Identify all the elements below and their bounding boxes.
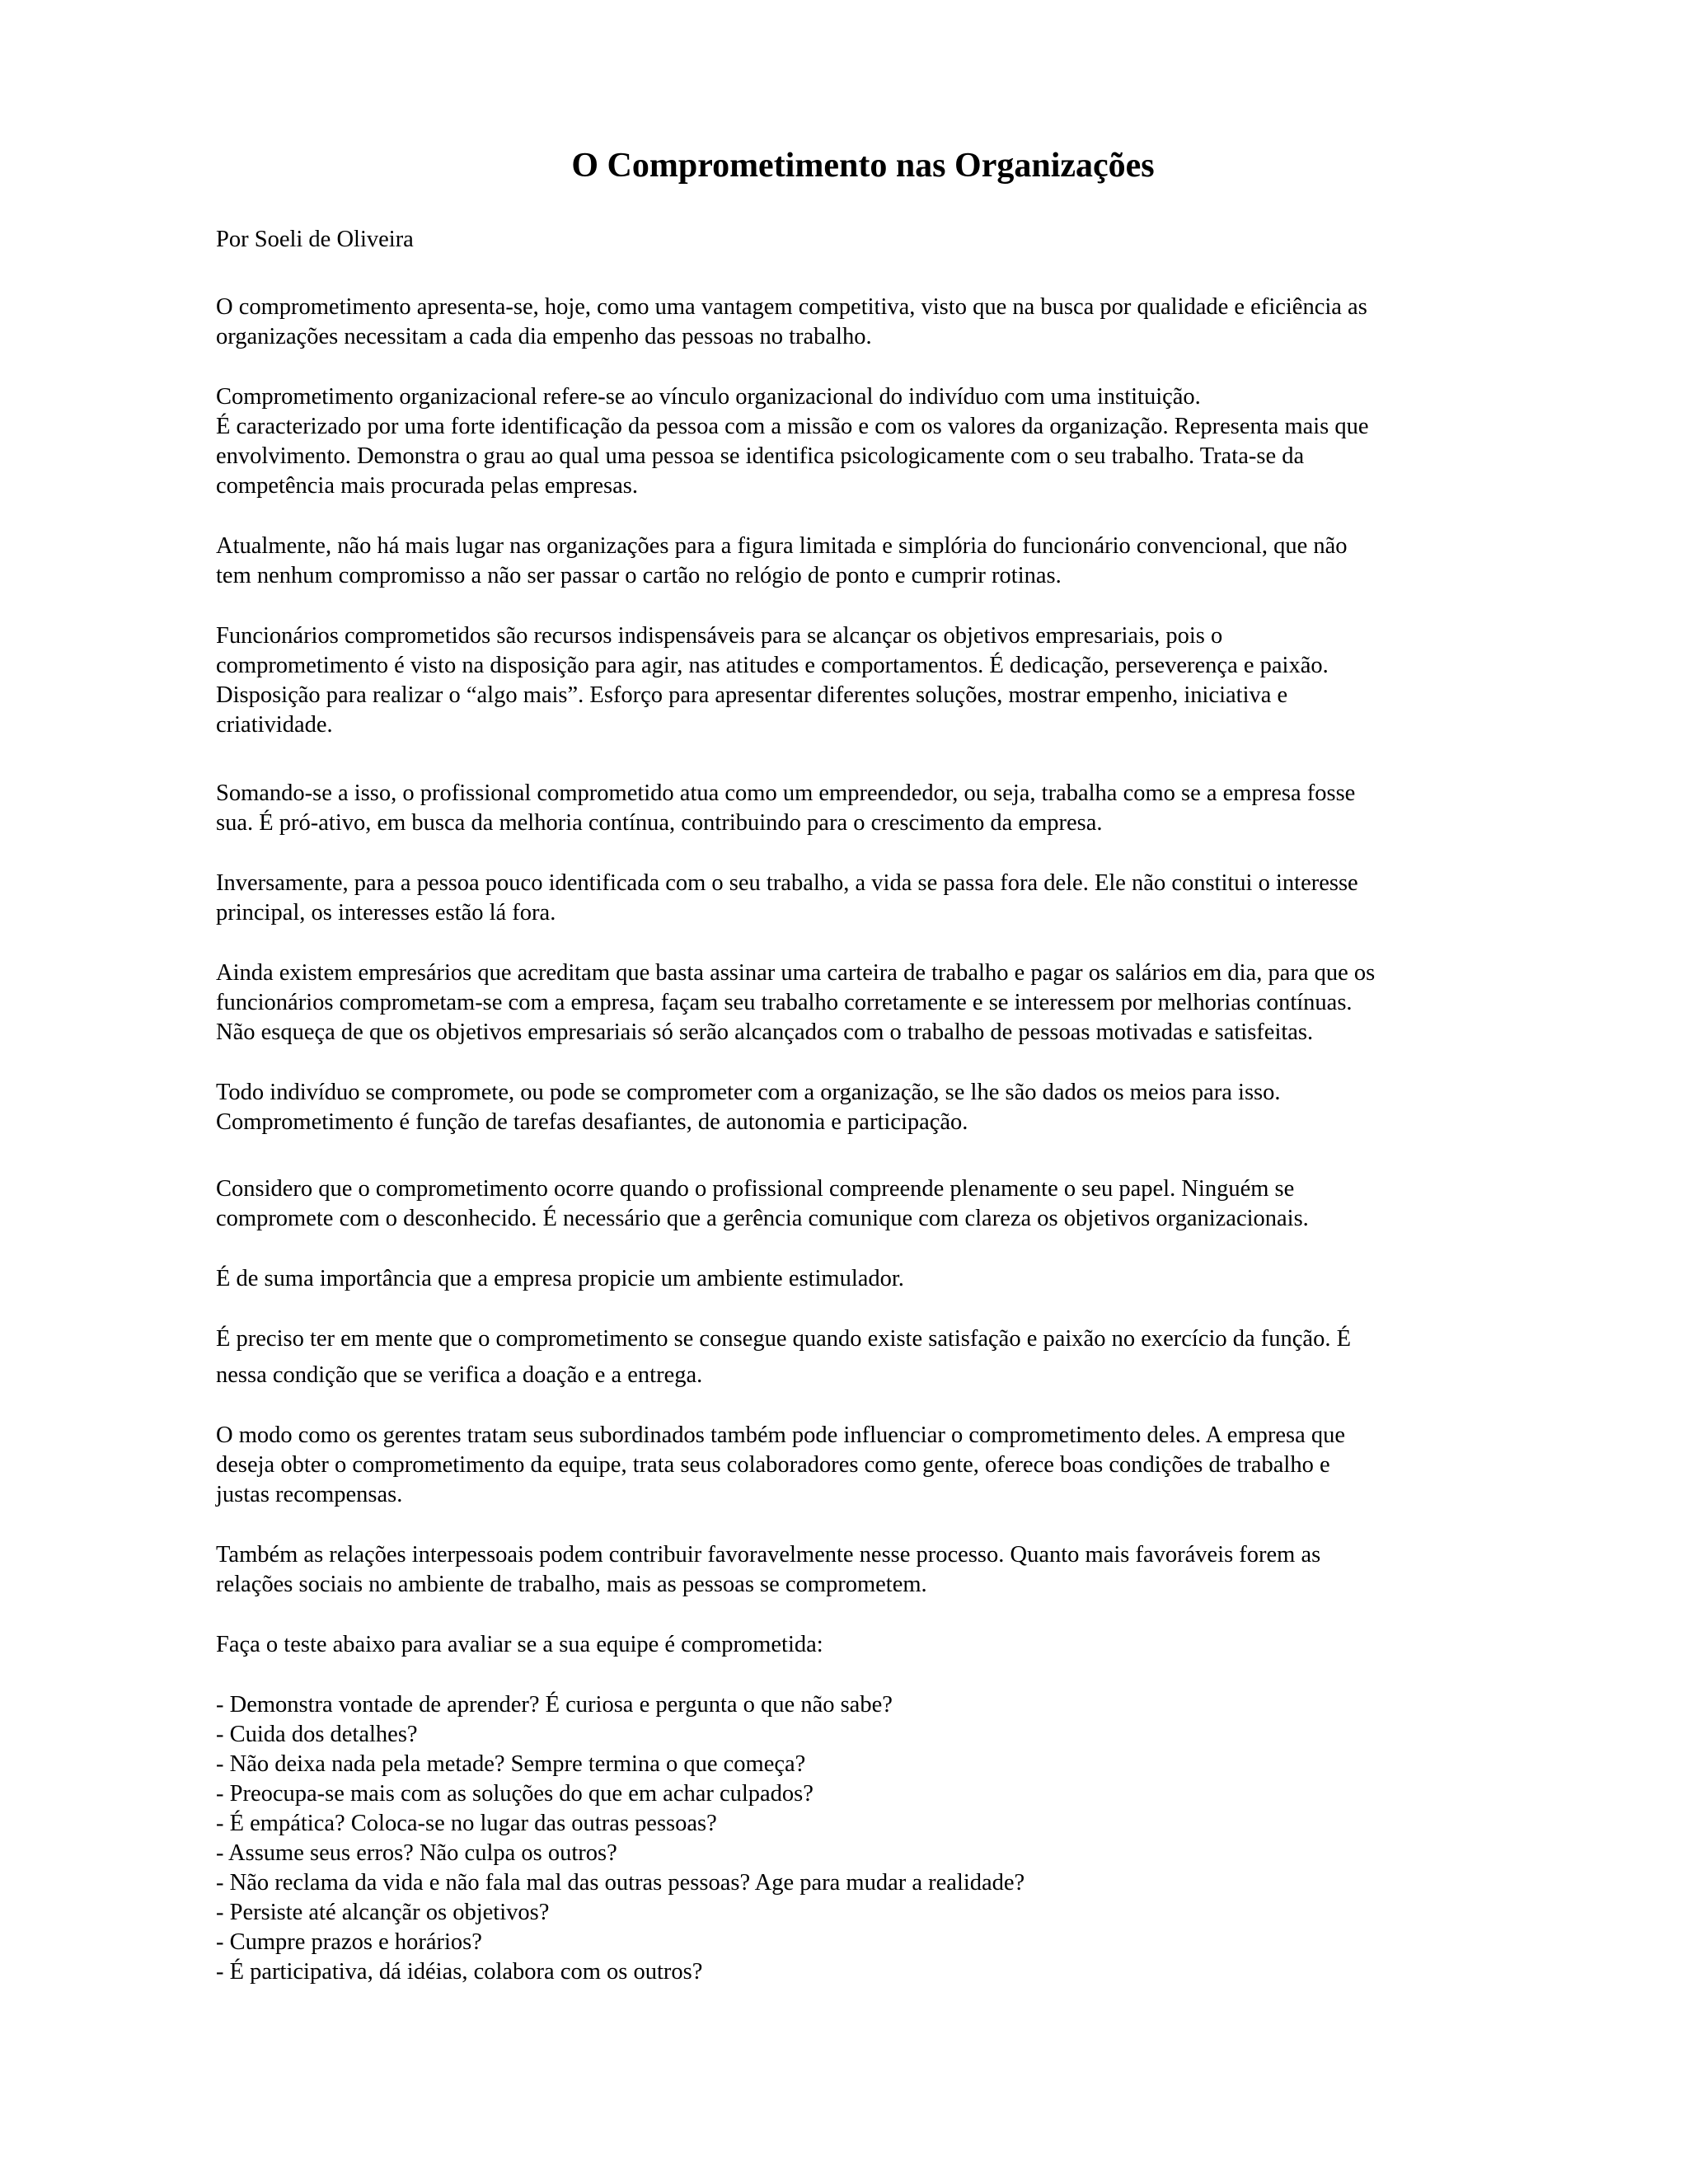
paragraph-12 xyxy=(216,1421,1485,1510)
paragraph-line: O modo como os gerentes tratam seus subordinados também pode influenciar o comprometimento deles. A empresa que xyxy=(216,1422,1346,1448)
paragraph-line: Comprometimento organizacional refere-se ao vínculo organizacional do indivíduo com uma instituição. xyxy=(216,384,1201,410)
checklist-item: - Cumpre prazos e horários? xyxy=(216,1929,482,1955)
document-title: O Comprometimento nas Organizações xyxy=(571,147,1155,185)
paragraph-line: Somando-se a isso, o profissional comprometido atua como um empreendedor, ou seja, trabalha como se a empresa fosse xyxy=(216,780,1356,806)
paragraph-5 xyxy=(216,779,1485,838)
paragraph-line: O comprometimento apresenta-se, hoje, como uma vantagem competitiva, visto que na busca por qualidade e eficiência as xyxy=(216,294,1367,320)
paragraph-14 xyxy=(216,1630,1485,1660)
checklist-item: - Persiste até alcançãr os objetivos? xyxy=(216,1900,550,1925)
paragraph-line: Todo indivíduo se compromete, ou pode se comprometer com a organização, se lhe são dados os meios para isso. xyxy=(216,1080,1281,1105)
paragraph-2 xyxy=(216,382,1485,501)
paragraph-3 xyxy=(216,532,1485,591)
paragraph-line: Funcionários comprometidos são recursos indispensáveis para se alcançar os objetivos empresariais, pois o xyxy=(216,623,1223,649)
commitment-checklist xyxy=(216,1690,1485,1987)
paragraph-line: Faça o teste abaixo para avaliar se a sua equipe é comprometida: xyxy=(216,1632,823,1657)
author-byline: Por Soeli de Oliveira xyxy=(216,227,414,252)
document-page xyxy=(216,144,1485,1987)
paragraph-8 xyxy=(216,1078,1485,1137)
checklist-item: - Assume seus erros? Não culpa os outros? xyxy=(216,1840,617,1866)
paragraph-line: Atualmente, não há mais lugar nas organizações para a figura limitada e simplória do funcionário convencional, que não xyxy=(216,533,1348,559)
paragraph-7 xyxy=(216,958,1485,1047)
paragraph-9 xyxy=(216,1174,1485,1234)
checklist-item: - É empática? Coloca-se no lugar das outras pessoas? xyxy=(216,1811,717,1836)
checklist-item: - Preocupa-se mais com as soluções do que em achar culpados? xyxy=(216,1781,814,1807)
paragraph-line: sua. É pró-ativo, em busca da melhoria contínua, contribuindo para o crescimento da empresa. xyxy=(216,810,1103,836)
paragraph-line: Disposição para realizar o “algo mais”. Esforço para apresentar diferentes soluções, mostrar empenho, iniciativa e xyxy=(216,682,1288,708)
paragraph-line: funcionários comprometam-se com a empresa, façam seu trabalho corretamente e se interessem por melhorias contínuas. xyxy=(216,990,1353,1015)
checklist-item: - Não reclama da vida e não fala mal das outras pessoas? Age para mudar a realidade? xyxy=(216,1870,1025,1896)
paragraph-line: Inversamente, para a pessoa pouco identificada com o seu trabalho, a vida se passa fora dele. Ele não constitui o interesse xyxy=(216,870,1358,896)
paragraph-line: compromete com o desconhecido. É necessário que a gerência comunique com clareza os objetivos organizacionais. xyxy=(216,1206,1309,1231)
paragraph-line: criatividade. xyxy=(216,712,333,738)
checklist-item: - Não deixa nada pela metade? Sempre termina o que começa? xyxy=(216,1751,806,1777)
paragraph-10 xyxy=(216,1264,1485,1294)
paragraph-line: organizações necessitam a cada dia empenho das pessoas no trabalho. xyxy=(216,324,872,349)
paragraph-1 xyxy=(216,293,1485,352)
paragraph-line: deseja obter o comprometimento da equipe, trata seus colaboradores como gente, oferece boas condições de trabalho e xyxy=(216,1452,1330,1478)
checklist-item: - Cuida dos detalhes? xyxy=(216,1722,418,1747)
checklist-item: - Demonstra vontade de aprender? É curiosa e pergunta o que não sabe? xyxy=(216,1692,893,1718)
paragraph-line: Considero que o comprometimento ocorre quando o profissional compreende plenamente o seu papel. Ninguém se xyxy=(216,1176,1295,1202)
paragraph-line: Também as relações interpessoais podem contribuir favoravelmente nesse processo. Quanto mais favoráveis forem as xyxy=(216,1542,1321,1568)
paragraph-line: principal, os interesses estão lá fora. xyxy=(216,900,556,926)
paragraph-line: Comprometimento é função de tarefas desafiantes, de autonomia e participação. xyxy=(216,1109,968,1135)
paragraph-line: tem nenhum compromisso a não ser passar o cartão no relógio de ponto e cumprir rotinas. xyxy=(216,563,1062,588)
paragraph-line: Ainda existem empresários que acreditam que basta assinar uma carteira de trabalho e pagar os salários em dia, para que os xyxy=(216,960,1376,986)
paragraph-line: competência mais procurada pelas empresas. xyxy=(216,473,638,499)
article-body xyxy=(216,293,1485,1660)
paragraph-line: É preciso ter em mente que o comprometimento se consegue quando existe satisfação e paixão no exercício da função. É xyxy=(216,1326,1351,1352)
paragraph-line: relações sociais no ambiente de trabalho, mais as pessoas se comprometem. xyxy=(216,1572,927,1597)
paragraph-11 xyxy=(216,1324,1485,1390)
paragraph-line: comprometimento é visto na disposição para agir, nas atitudes e comportamentos. É dedicação, perseverença e paixão. xyxy=(216,653,1329,678)
paragraph-line: É de suma importância que a empresa propicie um ambiente estimulador. xyxy=(216,1266,904,1291)
paragraph-line: nessa condição que se verifica a doação e a entrega. xyxy=(216,1362,703,1388)
paragraph-13 xyxy=(216,1540,1485,1600)
checklist-item: - É participativa, dá idéias, colabora com os outros? xyxy=(216,1959,703,1985)
paragraph-line: É caracterizado por uma forte identificação da pessoa com a missão e com os valores da organização. Representa mais que xyxy=(216,414,1369,439)
paragraph-line: envolvimento. Demonstra o grau ao qual uma pessoa se identifica psicologicamente com o seu trabalho. Trata-se da xyxy=(216,443,1305,469)
paragraph-line: justas recompensas. xyxy=(216,1482,403,1507)
paragraph-line: Não esqueça de que os objetivos empresariais só serão alcançados com o trabalho de pessoas motivadas e satisfeitas. xyxy=(216,1019,1314,1045)
paragraph-6 xyxy=(216,869,1485,928)
paragraph-4 xyxy=(216,621,1485,740)
